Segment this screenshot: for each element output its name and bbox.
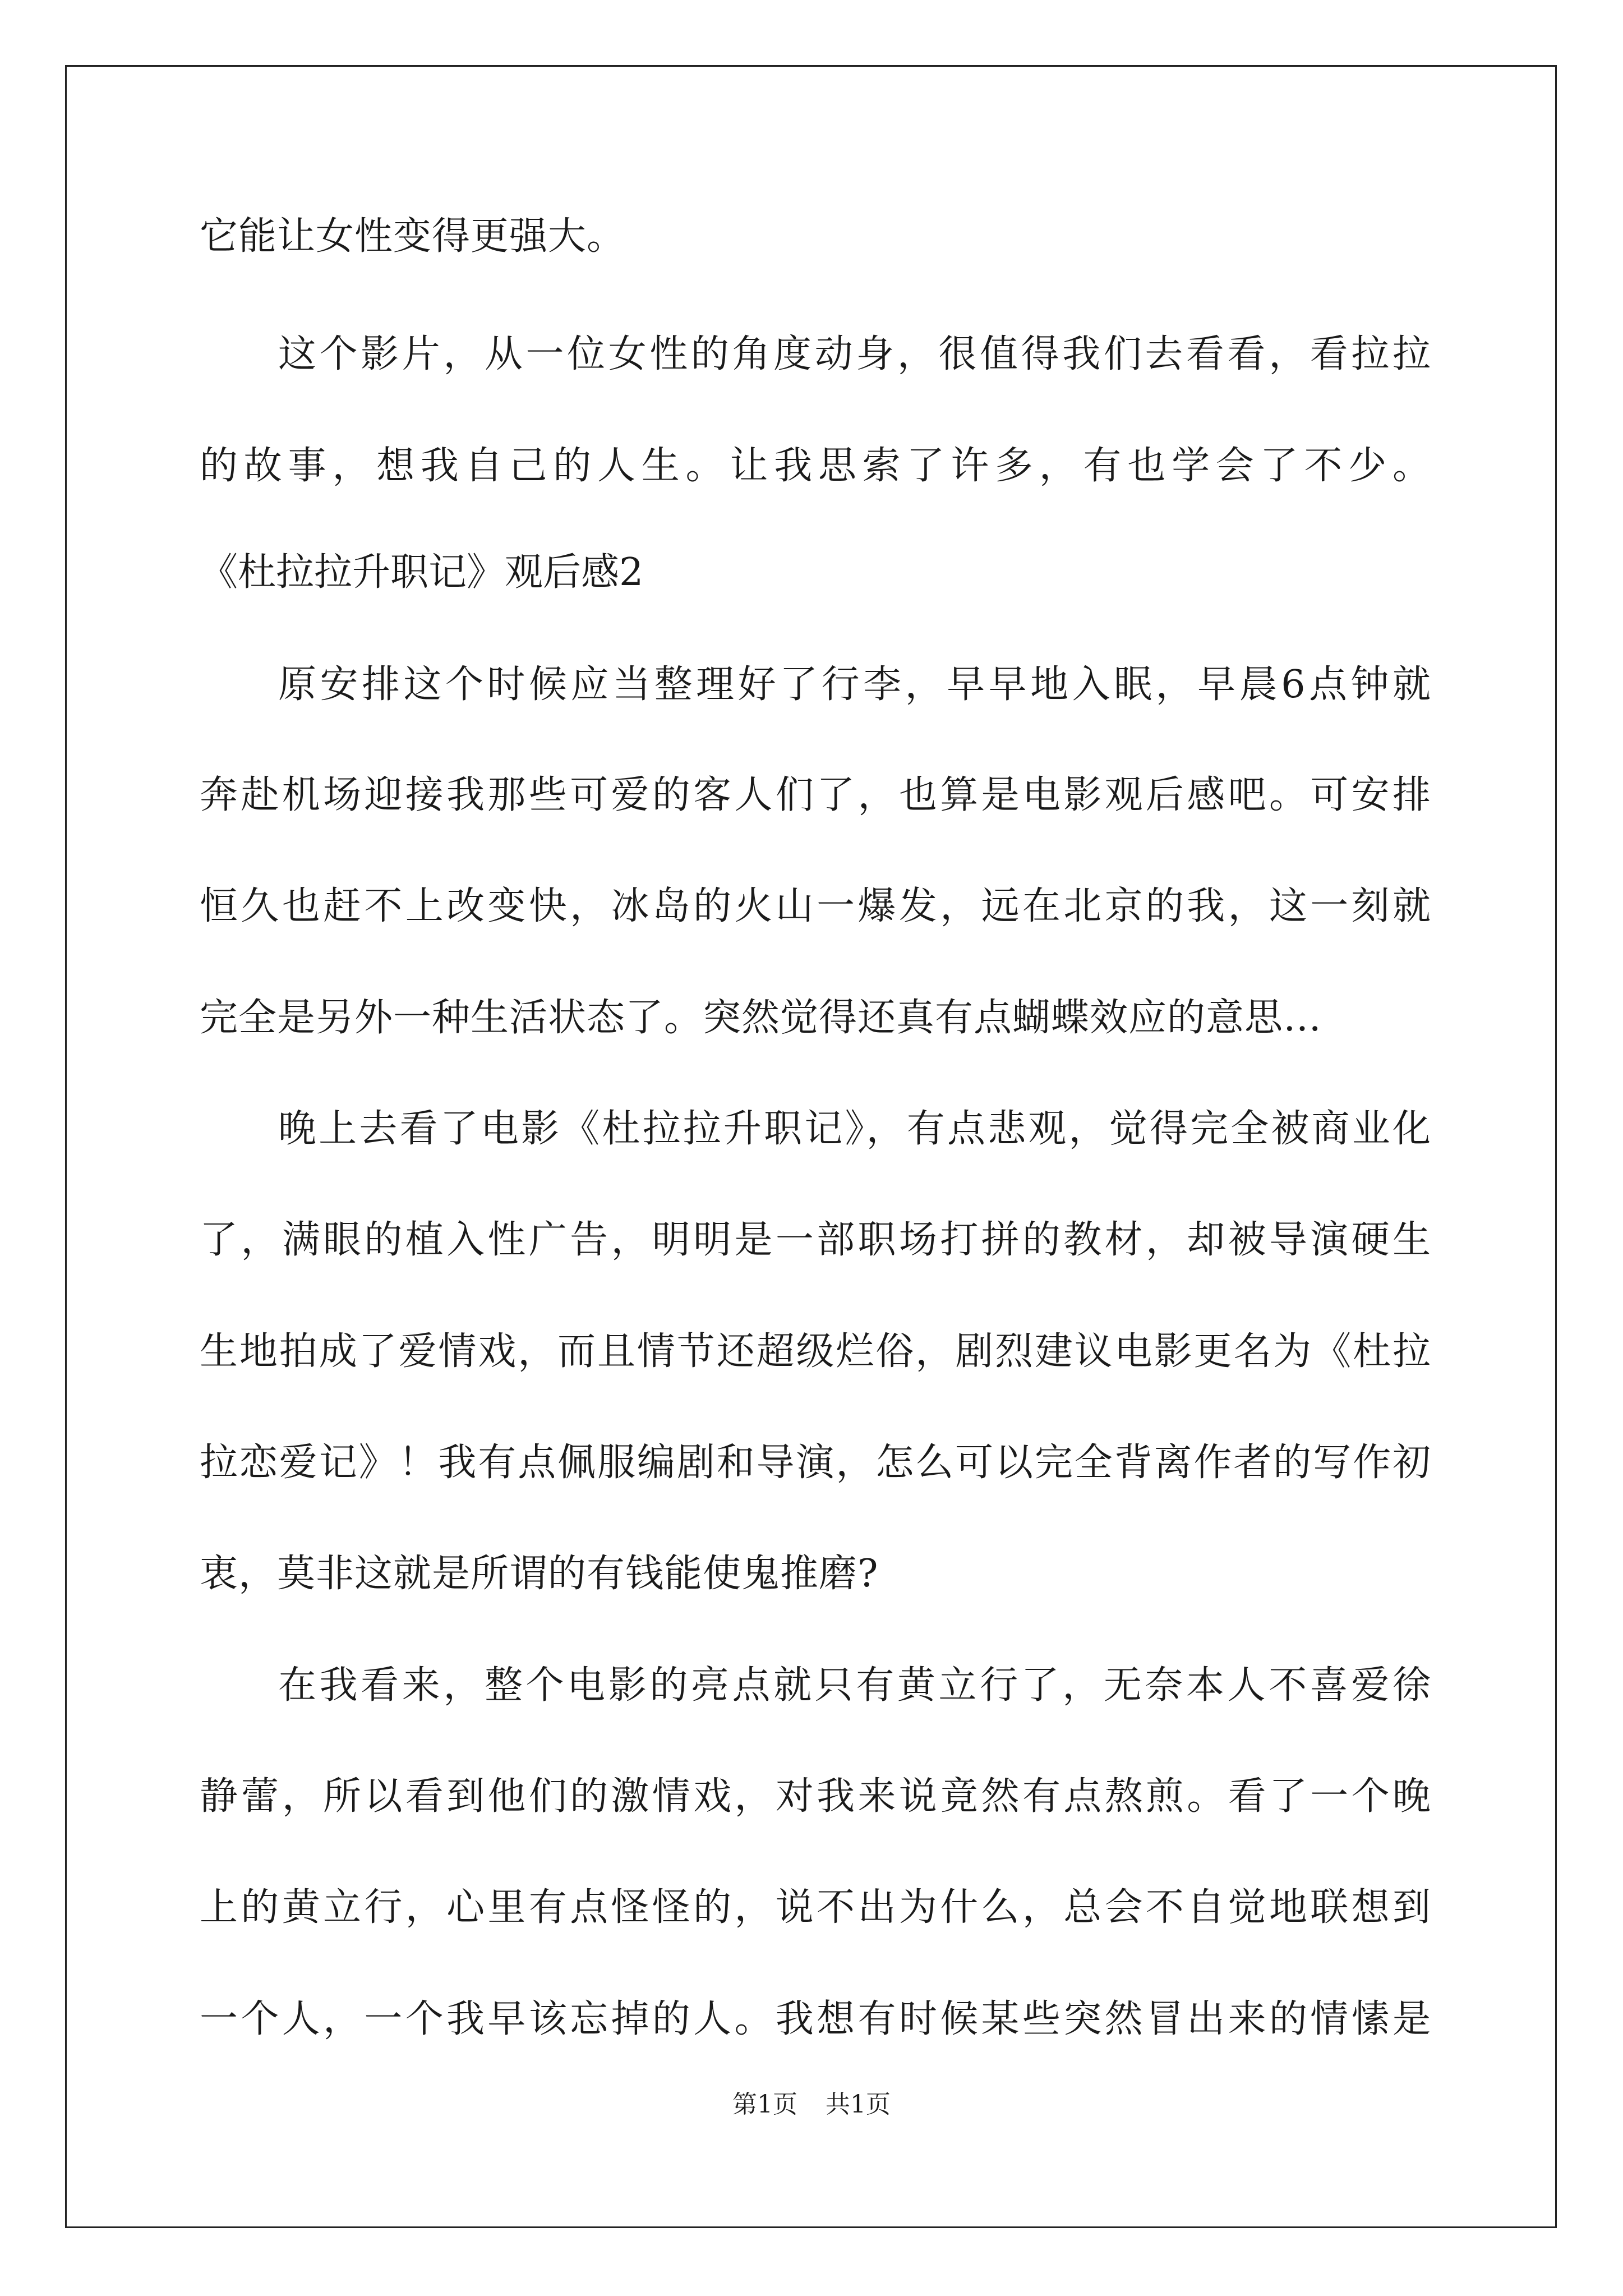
paragraph-line: 奔赴机场迎接我那些可爱的客人们了，也算是电影观后感吧。可安排 xyxy=(200,773,1431,817)
paragraph-line: 静蕾，所以看到他们的激情戏，对我来说竟然有点熬煎。看了一个晚 xyxy=(200,1774,1431,1819)
section-heading: 《杜拉拉升职记》观后感2 xyxy=(200,550,644,595)
paragraph-line: 生地拍成了爱情戏，而且情节还超级烂俗，剧烈建议电影更名为《杜拉 xyxy=(200,1329,1431,1374)
paragraph-line: 它能让女性变得更强大。 xyxy=(200,214,626,259)
paragraph-line: 上的黄立行，心里有点怪怪的，说不出为什么，总会不自觉地联想到 xyxy=(200,1885,1431,1930)
paragraph-line: 原安排这个时候应当整理好了行李，早早地入眠，早晨6点钟就 xyxy=(278,662,1431,707)
paragraph-line: 的故事，想我自己的人生。让我思索了许多，有也学会了不少。 xyxy=(200,444,1431,488)
paragraph-line: 在我看来，整个电影的亮点就只有黄立行了，无奈本人不喜爱徐 xyxy=(278,1663,1431,1708)
paragraph-line: 恒久也赶不上改变快，冰岛的火山一爆发，远在北京的我，这一刻就 xyxy=(200,884,1431,928)
paragraph-line: 拉恋爱记》！我有点佩服编剧和导演，怎么可以完全背离作者的写作初 xyxy=(200,1441,1431,1485)
paragraph-line: 晚上去看了电影《杜拉拉升职记》，有点悲观，觉得完全被商业化 xyxy=(278,1107,1431,1151)
page-number: 第1页 xyxy=(732,2090,797,2119)
paragraph-line: 这个影片，从一位女性的角度动身，很值得我们去看看，看拉拉 xyxy=(278,332,1431,376)
paragraph-line: 了，满眼的植入性广告，明明是一部职场打拼的教材，却被导演硬生 xyxy=(200,1218,1431,1262)
page-footer xyxy=(0,2088,1623,2122)
page-total: 共1页 xyxy=(826,2090,891,2119)
paragraph-line: 衷，莫非这就是所谓的有钱能使鬼推磨? xyxy=(200,1552,879,1596)
paragraph-line: 完全是另外一种生活状态了。突然觉得还真有点蝴蝶效应的意思… xyxy=(200,996,1322,1040)
paragraph-line: 一个人，一个我早该忘掉的人。我想有时候某些突然冒出来的情愫是 xyxy=(200,1997,1431,2041)
